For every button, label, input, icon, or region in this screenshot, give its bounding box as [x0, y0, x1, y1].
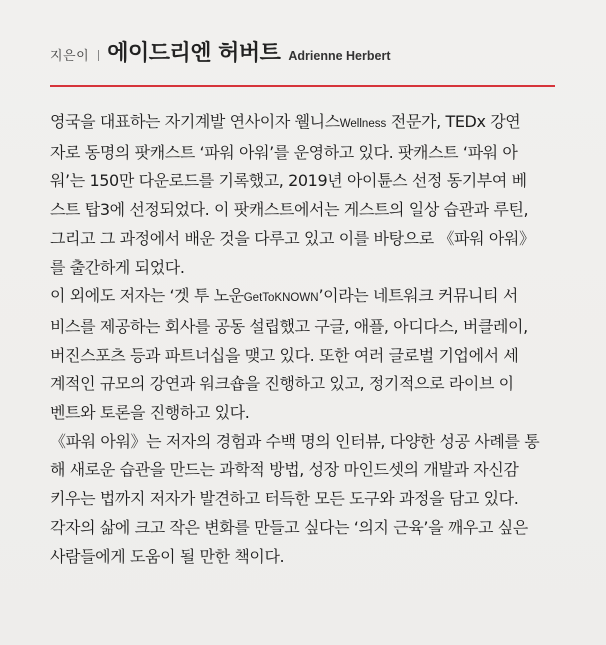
- bio-line: [50, 514, 558, 543]
- bio-line: [50, 342, 558, 371]
- bio-text: 각자의 삶에 크고 작은 변화를 만들고 싶다는 ‘의지 근육’을 깨우고 싶은: [50, 517, 528, 537]
- bio-text: 벤트와 토론을 진행하고 있다.: [50, 403, 250, 423]
- bio-text: 를 출간하게 되었다.: [50, 257, 185, 277]
- bio-text: 비스를 제공하는 회사를 공동 설립했고 구글, 애플, 아디다스, 버클레이,: [50, 316, 528, 336]
- bio-text: 해 새로운 습관을 만드는 과학적 방법, 성장 마인드셋의 개발과 자신감: [50, 460, 519, 480]
- bio-line: [50, 254, 558, 283]
- bio-line: [50, 167, 558, 196]
- english-gloss: GetToKNOWN: [243, 292, 319, 305]
- author-header: [50, 36, 390, 66]
- bio-line: [50, 313, 558, 342]
- bio-text: ’이라는 네트워크 커뮤니티 서: [318, 286, 518, 306]
- bio-line: [50, 282, 558, 313]
- bio-text: 《파워 아워》는 저자의 경험과 수백 명의 인터뷰, 다양한 성공 사례를 통: [50, 431, 540, 451]
- bio-text: 이 외에도 저자는 ‘겟 투 노운: [50, 286, 244, 306]
- red-divider-rule: [50, 85, 555, 87]
- bio-line: [50, 485, 558, 514]
- english-gloss: Wellness: [339, 118, 387, 130]
- bio-text: 버진스포츠 등과 파트너십을 맺고 있다. 또한 여러 글로벌 기업에서 세: [50, 345, 519, 365]
- bio-text: 사람들에게 도움이 될 만한 책이다.: [50, 546, 285, 566]
- bio-line: [50, 196, 558, 225]
- bio-text: 키우는 법까지 저자가 발견하고 터득한 모든 도구와 과정을 담고 있다.: [50, 489, 519, 509]
- bio-text: 자로 동명의 팟캐스트 ‘파워 아워’를 운영하고 있다. 팟캐스트 ‘파워 아: [50, 142, 518, 162]
- author-name-english: Adrienne Herbert: [288, 49, 391, 63]
- bio-line: [50, 399, 558, 428]
- bio-line: [50, 139, 558, 168]
- bio-text: 스트 탑3에 선정되었다. 이 팟캐스트에서는 게스트의 일상 습관과 루틴,: [50, 200, 529, 220]
- header-divider: [98, 50, 99, 61]
- bio-line: [50, 456, 558, 485]
- bio-text: 영국을 대표하는 자기계발 연사이자 웰니스: [50, 112, 340, 131]
- bio-line: [50, 225, 558, 254]
- bio-text: 전문가, TEDx 강연: [386, 112, 521, 131]
- author-bio: [50, 108, 558, 571]
- bio-line: [50, 370, 558, 399]
- bio-text: 워’는 150만 다운로드를 기록했고, 2019년 아이튠스 선정 동기부여 베: [50, 171, 527, 191]
- author-name: 에이드리엔 허버트: [107, 41, 281, 66]
- bio-text: 계적인 규모의 강연과 워크숍을 진행하고 있고, 정기적으로 라이브 이: [50, 374, 514, 394]
- bio-text: 그리고 그 과정에서 배운 것을 다루고 있고 이를 바탕으로 《파워 아워》: [50, 228, 535, 248]
- bio-line: [50, 543, 558, 572]
- bio-line: [50, 108, 558, 139]
- author-role-label: 지은이: [50, 49, 90, 64]
- bio-line: [50, 428, 558, 457]
